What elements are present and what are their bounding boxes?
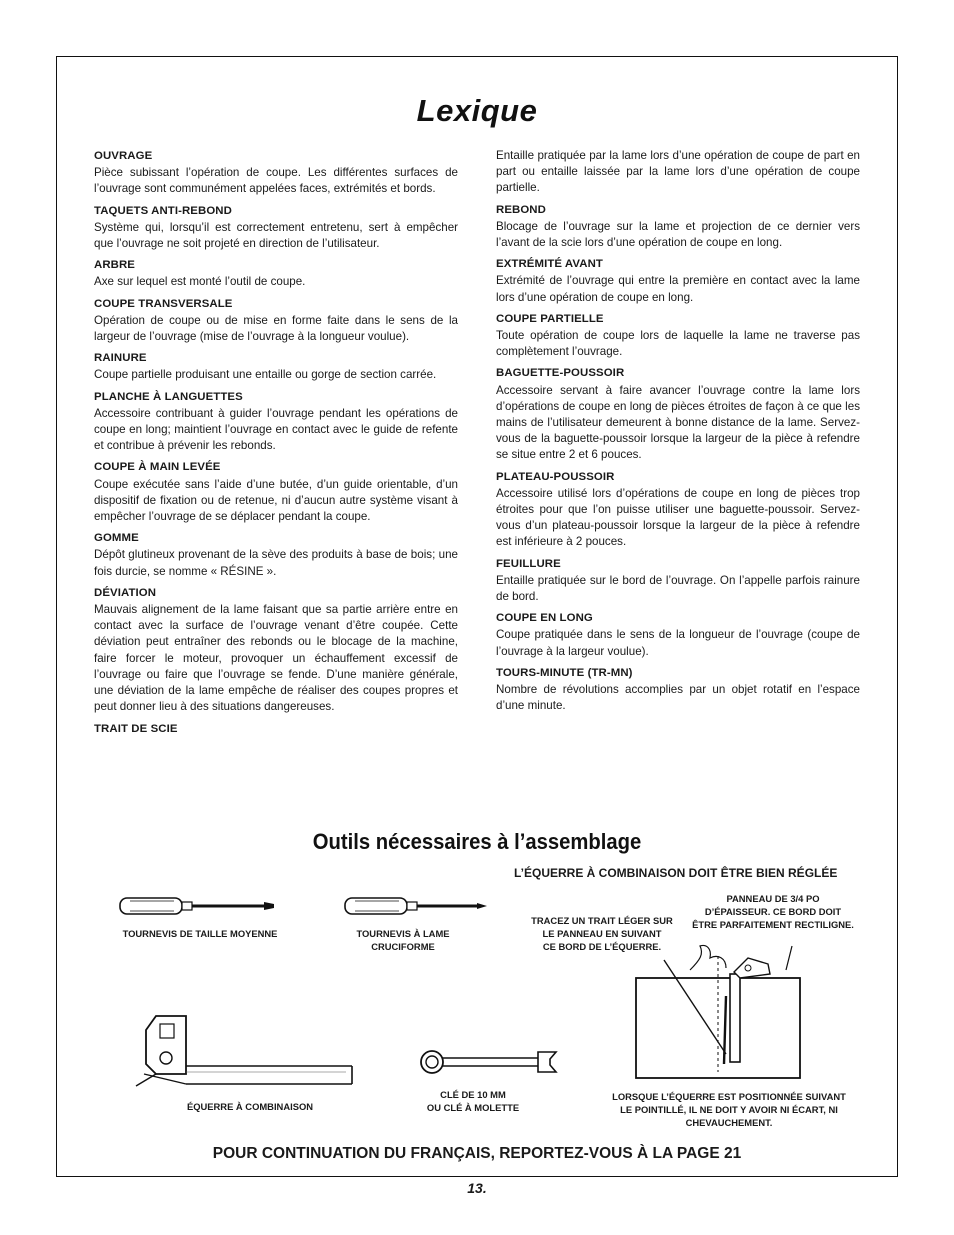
glossary-term: EXTRÉMITÉ AVANT	[496, 258, 603, 271]
glossary-term: COUPE PARTIELLE	[496, 312, 604, 325]
wrench-caption-line2: OU CLÉ À MOLETTE	[426, 1102, 520, 1113]
wrench-caption-line1: CLÉ DE 10 MM	[440, 1089, 506, 1100]
position-caption-line3: CHEVAUCHEMENT.	[685, 1117, 773, 1128]
glossary-term: ARBRE	[94, 259, 136, 272]
tools-heading: Outils nécessaires à l’assemblage	[312, 829, 642, 854]
glossary-definition: Axe sur lequel est monté l’outil de coupe.	[94, 275, 306, 289]
trace-caption-line3: CE BORD DE L’ÉQUERRE.	[542, 941, 662, 952]
glossary-entry	[94, 585, 458, 716]
glossary-term: TAQUETS ANTI-REBOND	[94, 204, 232, 217]
square-on-panel-diagram	[630, 936, 810, 1086]
glossary-definition: Pièce subissant l’opération de coupe. Les différentes surfaces de l’ouvrage sont communément appelées faces, extrémités et bords.	[94, 166, 458, 196]
trace-caption-line1: TRACEZ UN TRAIT LÉGER SUR	[531, 915, 673, 926]
position-caption-line1: LORSQUE L’ÉQUERRE EST POSITIONNÉE SUIVANT	[612, 1091, 846, 1102]
glossary-term: FEUILLURE	[496, 557, 561, 570]
glossary-definition: Nombre de révolutions accomplies par un objet rotatif en l’espace d’une minute.	[496, 683, 860, 713]
phillips-screwdriver-illustration	[343, 892, 493, 922]
glossary-definition: Coupe partielle produisant une entaille ou gorge de section carrée.	[94, 368, 437, 382]
glossary-definition: Coupe exécutée sans l’aide d’une butée, d’un guide orientable, d’un dispositif de fixation ou de retenue, ni d’aucun autre système visant à empêcher l’ouvrage de se déplacer pendant la coupe.	[94, 477, 458, 524]
glossary-term: TRAIT DE SCIE	[94, 722, 178, 735]
glossary-definition: Toute opération de coupe lors de laquelle la lame ne traverse pas complètement l’ouvrage.	[496, 329, 860, 359]
wrench-illustration	[414, 1048, 564, 1078]
glossary-definition: Accessoire contribuant à guider l’ouvrage pendant les opérations de coupe en long; maintient l’ouvrage en contact avec le guide de refente et contribue à prévenir les rebonds.	[94, 406, 458, 453]
glossary-entry	[94, 350, 458, 383]
glossary-term: PLATEAU-POUSSOIR	[496, 470, 615, 483]
glossary-entry	[94, 148, 458, 198]
glossary-definition: Mauvais alignement de la lame faisant que sa partie arrière entre en contact avec la surface de l’ouvrage venant d’être coupée. Cette déviation peut entraîner des rebonds ou le blocage de la machine, faire forcer le moteur, provoquer un échauffement excessif de l’ouvrage ou faire que l’ouvrage se fende. D’une manière générale, une déviation de la lame empêche de réaliser des coupes propres et peut donner lieu à des situations dangereuses.	[94, 603, 458, 714]
glossary-entry	[94, 296, 458, 346]
glossary-entry	[496, 256, 860, 306]
glossary-definition: Blocage de l’ouvrage sur la lame et projection de ce dernier vers l’avant de la scie lors d’une opération de coupe en long.	[496, 219, 860, 250]
trace-caption-line2: LE PANNEAU EN SUIVANT	[542, 928, 662, 939]
glossary-entry	[496, 365, 860, 463]
combination-square-illustration	[116, 1010, 356, 1096]
flat-screwdriver-illustration	[118, 892, 278, 922]
glossary-term: COUPE TRANSVERSALE	[94, 297, 233, 310]
glossary-definition: Dépôt glutineux provenant de la sève des produits à base de bois; une fois durcie, se nomme « RÉSINE ».	[94, 548, 458, 578]
continuation-note: POUR CONTINUATION DU FRANÇAIS, REPORTEZ-VOUS À LA PAGE 21	[212, 1145, 742, 1162]
glossary-entry	[94, 257, 458, 290]
glossary-definition: Extrémité de l’ouvrage qui entre la première en contact avec la lame lors d’une opération de coupe en long.	[496, 274, 860, 304]
phillips-screwdriver-caption	[348, 927, 458, 953]
glossary-term: COUPE EN LONG	[496, 612, 593, 625]
glossary-term: PLANCHE À LANGUETTES	[94, 390, 243, 403]
glossary-term: TOURS-MINUTE (TR-MN)	[496, 666, 633, 679]
glossary-entry	[94, 459, 458, 525]
glossary-entry	[496, 610, 860, 660]
page-number: 13.	[467, 1180, 487, 1196]
glossary-term: REBOND	[496, 203, 546, 216]
glossary-term: GOMME	[94, 532, 139, 545]
glossary-entry	[496, 202, 860, 252]
glossary-definition: Accessoire utilisé lors d’opérations de coupe en long de pièces trop étroites pour que l’on puisse utiliser une baguette-poussoir. Servez-vous d’un plateau-poussoir lorsque la largeur de la pièce à refendre est inférieure à 2 pouces.	[496, 486, 860, 549]
glossary-left-column	[94, 148, 458, 742]
glossary-definition: Système qui, lorsqu’il est correctement entretenu, sert à empêcher que l’ouvrage ne soit projeté en direction de l’utilisateur.	[94, 220, 458, 251]
glossary-definition: Accessoire servant à faire avancer l’ouvrage contre la lame lors d’opérations de coupe en long de pièces étroites de façon à ce que les mains de l’utilisateur demeurent à bonne distance de la lame. Servez-vous de la baguette-poussoir lorsque la largeur de la pièce à refendre se situe entre 2 et 6 pouces.	[496, 383, 860, 462]
panel-caption-line2: D’ÉPAISSEUR. CE BORD DOIT	[704, 906, 842, 917]
glossary-term: COUPE À MAIN LEVÉE	[94, 461, 221, 474]
glossary-term: BAGUETTE-POUSSOIR	[496, 367, 625, 380]
glossary-definition: Entaille pratiquée sur le bord de l’ouvrage. On l’appelle parfois rainure de bord.	[496, 573, 860, 604]
glossary-term: OUVRAGE	[94, 150, 153, 162]
page-title: Lexique	[416, 93, 538, 128]
position-caption-line2: LE POINTILLÉ, IL NE DOIT Y AVOIR NI ÉCART, NI	[620, 1104, 838, 1115]
position-caption	[598, 1090, 860, 1129]
panel-caption	[684, 892, 862, 931]
wrench-caption	[418, 1088, 528, 1114]
glossary-term: RAINURE	[94, 352, 147, 365]
square-heading: L’ÉQUERRE À COMBINAISON DOIT ÊTRE BIEN RÉGLÉE	[514, 866, 838, 880]
glossary-term: DÉVIATION	[94, 586, 157, 599]
glossary-right-column	[496, 148, 860, 720]
glossary-entry	[496, 311, 860, 361]
glossary-entry	[94, 721, 458, 737]
glossary-entry	[496, 469, 860, 551]
glossary-entry	[94, 389, 458, 455]
phillips-caption-line2: CRUCIFORME	[371, 941, 435, 952]
glossary-entry	[94, 203, 458, 253]
glossary-entry	[94, 530, 458, 580]
phillips-caption-line1: TOURNEVIS À LAME	[356, 928, 450, 939]
panel-caption-line1: PANNEAU DE 3/4 PO	[726, 893, 820, 904]
combination-square-caption: ÉQUERRE À COMBINAISON	[186, 1101, 314, 1112]
glossary-entry	[496, 665, 860, 715]
flat-screwdriver-caption: TOURNEVIS DE TAILLE MOYENNE	[122, 928, 278, 939]
glossary-entry	[496, 556, 860, 606]
glossary-definition: Opération de coupe ou de mise en forme faite dans le sens de la largeur de l’ouvrage (mise de l’ouvrage à la longueur voulue).	[94, 313, 458, 344]
panel-caption-line3: ÊTRE PARFAITEMENT RECTILIGNE.	[692, 919, 854, 930]
glossary-continuation: Entaille pratiquée par la lame lors d’une opération de coupe de part en part ou entaille laissée par la lame lors d’une opération de coupe partielle.	[496, 149, 860, 195]
glossary-definition: Coupe pratiquée dans le sens de la longueur de l’ouvrage (coupe de l’ouvrage à la largeur voulue).	[496, 628, 860, 658]
